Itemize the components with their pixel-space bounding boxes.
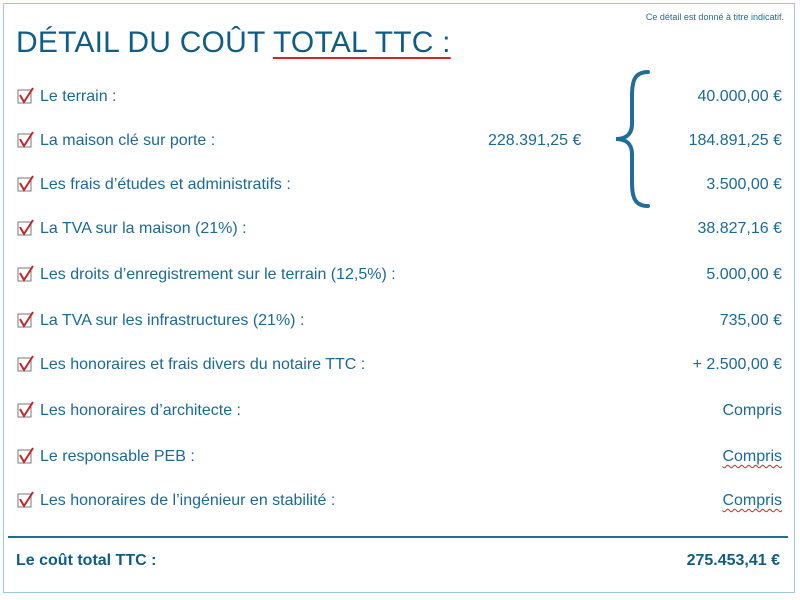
row-value: Compris — [722, 492, 782, 509]
row-label: Les frais d’études et administratifs : — [40, 176, 291, 193]
row-label: Le terrain : — [40, 88, 117, 105]
checkbox-check-icon — [16, 491, 36, 511]
row-label: Les honoraires d’architecte : — [40, 402, 241, 419]
total-value: 275.453,41 € — [686, 552, 780, 569]
cost-row-maison — [16, 130, 786, 154]
total-divider — [8, 536, 788, 538]
row-label: La maison clé sur porte : — [40, 132, 216, 149]
disclaimer-note: Ce détail est donné à titre indicatif. — [645, 12, 784, 22]
checkbox-check-icon — [16, 87, 36, 107]
total-label: Le coût total TTC : — [16, 552, 157, 569]
row-value: + 2.500,00 € — [692, 356, 782, 373]
row-label: Le responsable PEB : — [40, 448, 195, 465]
cost-row-architecte — [16, 400, 786, 424]
row-value: 3.500,00 € — [706, 176, 782, 193]
checkbox-check-icon — [16, 131, 36, 151]
cost-row-terrain — [16, 86, 786, 110]
title-prefix: DÉTAIL DU COÛT — [16, 26, 273, 59]
title-underlined: TOTAL TTC : — [272, 26, 451, 59]
cost-row-notaire — [16, 354, 786, 378]
checkbox-check-icon — [16, 175, 36, 195]
row-label: La TVA sur les infrastructures (21%) : — [40, 312, 305, 329]
row-value: 40.000,00 € — [697, 88, 782, 105]
row-value: Compris — [722, 402, 782, 419]
checkbox-check-icon — [16, 265, 36, 285]
row-label: Les honoraires et frais divers du notaire TTC : — [40, 356, 366, 373]
cost-row-tva-maison — [16, 218, 786, 242]
checkbox-check-icon — [16, 355, 36, 375]
row-value: 38.827,16 € — [697, 220, 782, 237]
page-title — [16, 26, 451, 60]
checkbox-check-icon — [16, 219, 36, 239]
row-label: La TVA sur la maison (21%) : — [40, 220, 247, 237]
row-label: Les honoraires de l’ingénieur en stabilité : — [40, 492, 336, 509]
row-label: Les droits d’enregistrement sur le terrain (12,5%) : — [40, 266, 396, 283]
cost-row-frais-etudes — [16, 174, 786, 198]
checkbox-check-icon — [16, 401, 36, 421]
row-value: 735,00 € — [719, 312, 782, 329]
checkbox-check-icon — [16, 311, 36, 331]
checkbox-check-icon — [16, 447, 36, 467]
cost-row-tva-infrastructures — [16, 310, 786, 334]
subtotal-value: 228.391,25 € — [488, 132, 582, 149]
row-value: Compris — [722, 448, 782, 465]
cost-row-peb — [16, 446, 786, 470]
curly-brace-icon — [610, 68, 654, 210]
cost-row-ingenieur — [16, 490, 786, 514]
row-value: 184.891,25 € — [688, 132, 782, 149]
row-value: 5.000,00 € — [706, 266, 782, 283]
cost-row-droits-enregistrement — [16, 264, 786, 288]
